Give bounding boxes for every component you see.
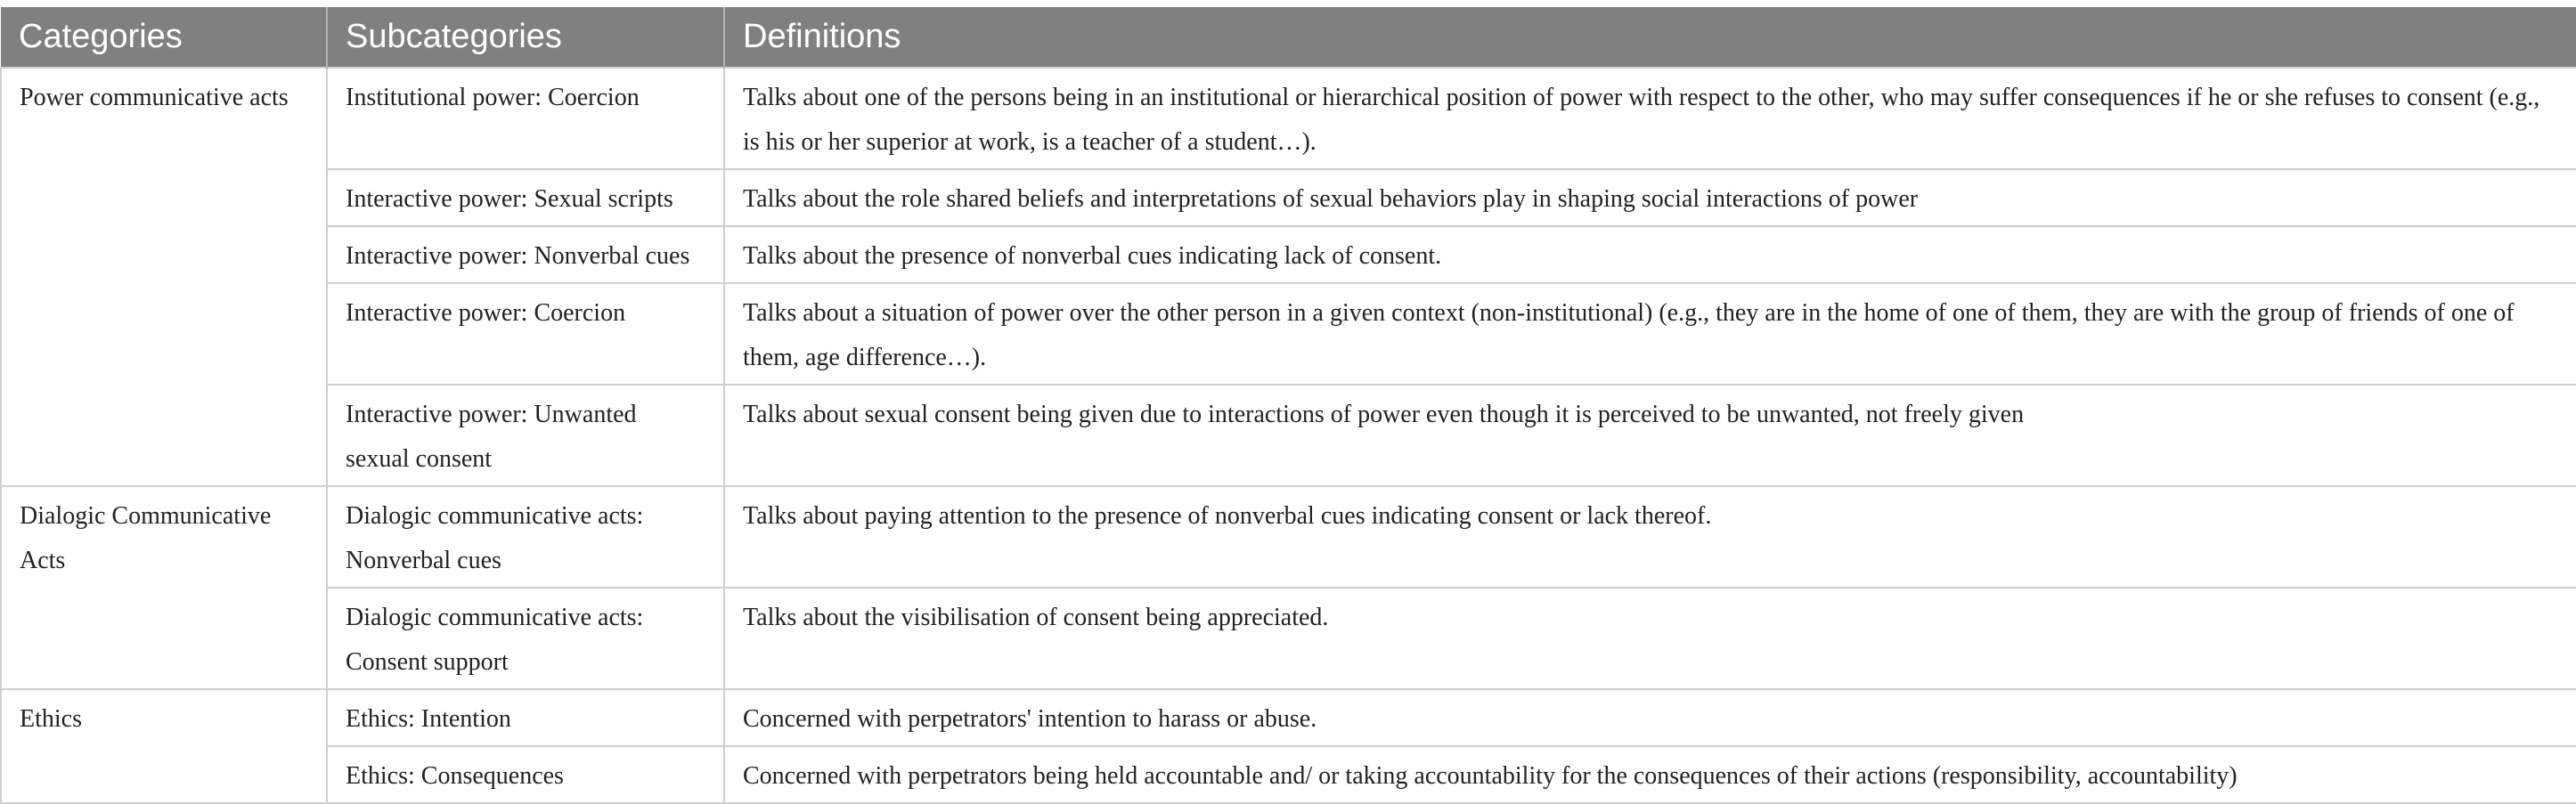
definition-cell: Talks about one of the persons being in an institutional or hierarchical position of power with respect to the other, who may suffer consequences if he or she refuses to consent (e.g., is his or her superior at work, is a teacher of a student…). xyxy=(724,68,2576,169)
definition-cell: Talks about the visibilisation of consent being appreciated. xyxy=(724,588,2576,689)
table-row xyxy=(1,68,2576,169)
subcategory-cell: Ethics: Consequences xyxy=(327,746,724,803)
table-row xyxy=(1,169,2576,226)
subcategory-cell: Interactive power: Coercion xyxy=(327,283,724,385)
header-definitions: Definitions xyxy=(724,7,2576,68)
header-categories: Categories xyxy=(1,7,327,68)
header-subcategories: Subcategories xyxy=(327,7,724,68)
subcategory-cell: Interactive power: Unwanted sexual consent xyxy=(327,385,724,486)
table-row xyxy=(1,588,2576,689)
table-row xyxy=(1,746,2576,803)
header-row xyxy=(1,7,2576,68)
definition-cell: Talks about sexual consent being given due to interactions of power even though it is perceived to be unwanted, not freely given xyxy=(724,385,2576,486)
subcategory-cell: Dialogic communicative acts: Consent support xyxy=(327,588,724,689)
subcategory-cell: Ethics: Intention xyxy=(327,689,724,746)
category-cell: Dialogic Communicative Acts xyxy=(1,486,327,689)
table-header xyxy=(1,7,2576,68)
definition-cell: Talks about paying attention to the presence of nonverbal cues indicating consent or lack thereof. xyxy=(724,486,2576,588)
table-row xyxy=(1,486,2576,588)
subcategory-cell: Interactive power: Sexual scripts xyxy=(327,169,724,226)
categories-table xyxy=(0,7,2576,804)
subcategory-cell: Interactive power: Nonverbal cues xyxy=(327,226,724,283)
subcategory-cell: Institutional power: Coercion xyxy=(327,68,724,169)
table-row xyxy=(1,283,2576,385)
definition-cell: Talks about the role shared beliefs and interpretations of sexual behaviors play in shaping social interactions of power xyxy=(724,169,2576,226)
table-row xyxy=(1,689,2576,746)
definition-cell: Concerned with perpetrators being held accountable and/ or taking accountability for the consequences of their actions (responsibility, accountability) xyxy=(724,746,2576,803)
table-row xyxy=(1,385,2576,486)
definition-cell: Concerned with perpetrators' intention to harass or abuse. xyxy=(724,689,2576,746)
subcategory-cell: Dialogic communicative acts: Nonverbal cues xyxy=(327,486,724,588)
table-row xyxy=(1,226,2576,283)
category-cell: Power communicative acts xyxy=(1,68,327,486)
definitions-table-wrapper xyxy=(0,7,2576,804)
definition-cell: Talks about the presence of nonverbal cues indicating lack of consent. xyxy=(724,226,2576,283)
category-cell: Ethics xyxy=(1,689,327,803)
table-body xyxy=(1,68,2576,803)
definition-cell: Talks about a situation of power over the other person in a given context (non-institutional) (e.g., they are in the home of one of them, they are with the group of friends of one of them, age difference…). xyxy=(724,283,2576,385)
